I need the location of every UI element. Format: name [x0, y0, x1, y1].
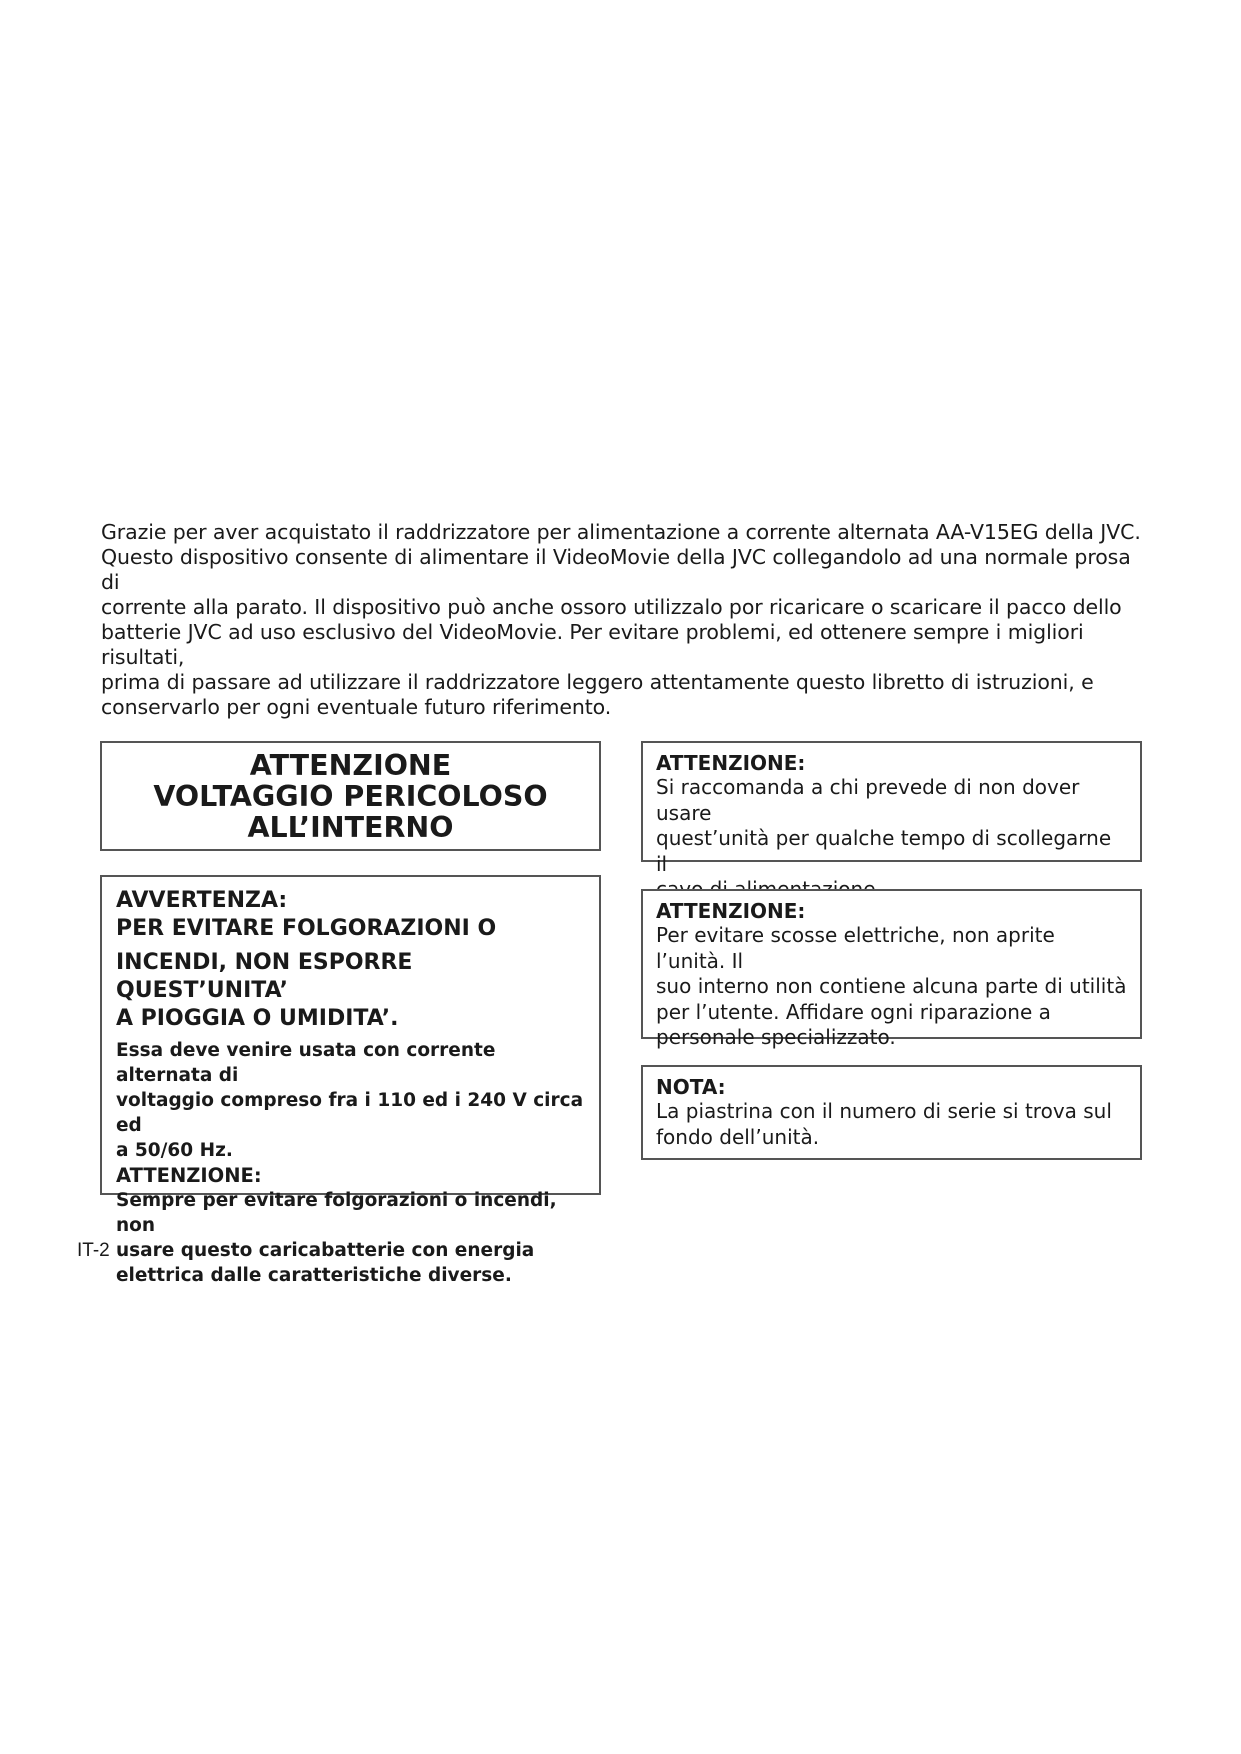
warning-line: A PIOGGIA O UMIDITA’.	[116, 1006, 399, 1031]
warning-line: INCENDI, NON ESPORRE QUEST’UNITA’	[116, 950, 413, 1003]
intro-paragraph	[101, 520, 1141, 720]
box-line: per l’utente. Affidare ogni riparazione a	[656, 999, 1051, 1024]
usage-line: Essa deve venire usata con corrente alternata di	[116, 1040, 496, 1086]
box-line: suo interno non contiene alcuna parte di utilità	[656, 974, 1127, 998]
box-line: Per evitare scosse elettriche, non aprite l’unità. Il	[656, 923, 1055, 973]
box-line: fondo dell’unità.	[656, 1124, 820, 1149]
page-number: IT-2	[77, 1240, 110, 1261]
box-title: ATTENZIONE:	[656, 751, 806, 775]
danger-line: ALL’INTERNO	[247, 811, 454, 844]
caution-unplug-box	[641, 741, 1142, 876]
usage-line: a 50/60 Hz.	[116, 1140, 233, 1161]
intro-line: conservarlo per ogni eventuale futuro riferimento.	[101, 695, 612, 719]
danger-line: ATTENZIONE	[249, 749, 452, 782]
warning-line: PER EVITARE FOLGORAZIONI O	[116, 916, 497, 941]
intro-line: Questo dispositivo consente di alimentare il VideoMovie della JVC collegandolo ad una normale prosa di	[101, 545, 1131, 594]
caution-shock-box	[641, 889, 1142, 1049]
intro-line: batterie JVC ad uso esclusivo del VideoMovie. Per evitare problemi, ed ottenere sempre i migliori risultati,	[101, 620, 1084, 669]
caution-line: Sempre per evitare folgorazioni o incendi, non	[116, 1190, 557, 1236]
danger-line: VOLTAGGIO PERICOLOSO	[153, 780, 548, 813]
intro-line: prima di passare ad utilizzare il raddrizzatore leggero attentamente questo libretto di istruzioni, e	[101, 670, 1094, 694]
usage-line: voltaggio compreso fra i 110 ed i 240 V circa ed	[116, 1090, 584, 1136]
caution-title: ATTENZIONE:	[116, 1164, 262, 1187]
caution-line: elettrica dalle caratteristiche diverse.	[116, 1265, 512, 1286]
box-line: personale specializzato.	[656, 1025, 896, 1049]
box-line: Si raccomanda a chi prevede di non dover usare	[656, 775, 1080, 825]
box-line: quest’unità per qualche tempo di scollegarne il	[656, 826, 1112, 876]
warning-heading: AVVERTENZA:	[116, 888, 288, 913]
warning-box	[100, 875, 601, 1286]
box-title: ATTENZIONE:	[656, 899, 806, 923]
note-serial-box	[641, 1065, 1142, 1160]
box-line: La piastrina con il numero di serie si trova sul	[656, 1099, 1112, 1123]
intro-line: Grazie per aver acquistato il raddrizzatore per alimentazione a corrente alternata AA-V15EG della JVC.	[101, 520, 1141, 544]
intro-line: corrente alla parato. Il dispositivo può anche ossoro utilizzalo por ricaricare o scaricare il pacco dello	[101, 595, 1122, 619]
caution-line: usare questo caricabatterie con energia	[116, 1240, 535, 1261]
danger-voltage-box	[100, 741, 601, 851]
box-title: NOTA:	[656, 1075, 726, 1099]
